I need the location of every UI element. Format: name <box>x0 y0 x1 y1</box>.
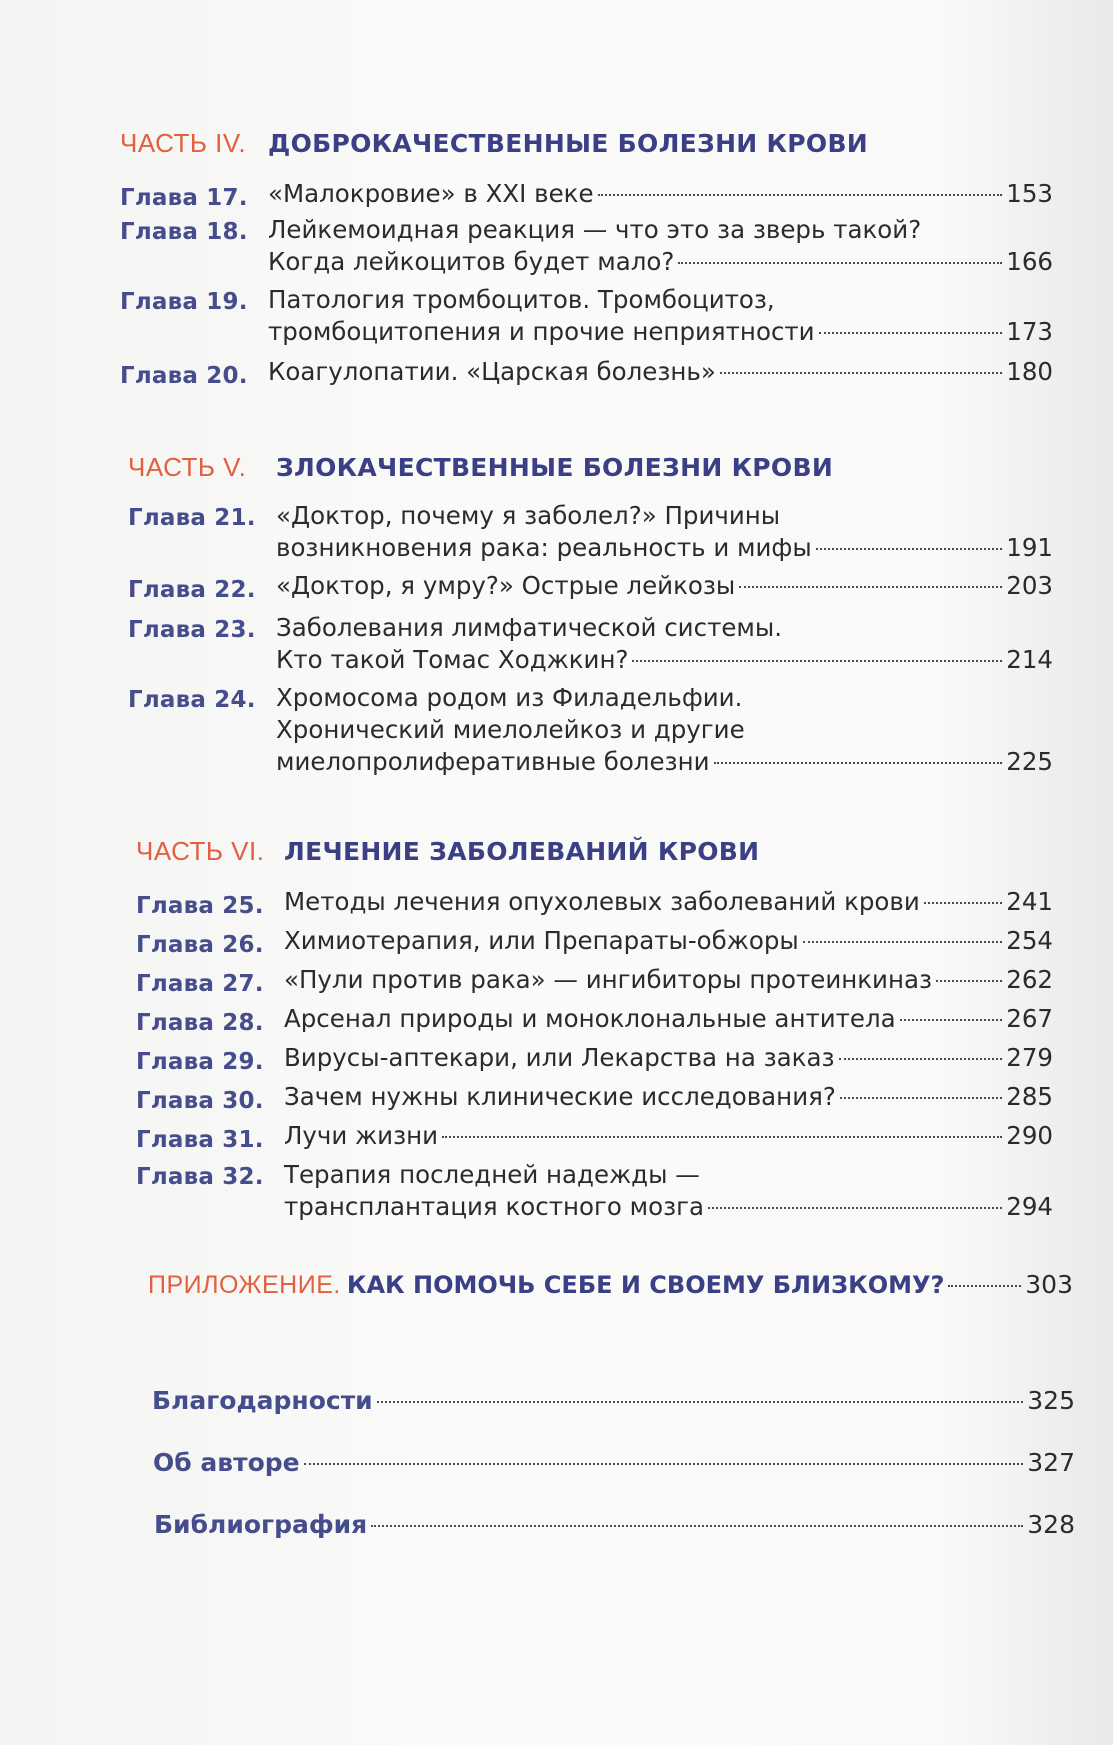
dot-leader <box>678 262 1002 264</box>
chapter-title <box>268 356 1053 388</box>
page-number: 325 <box>1027 1386 1075 1415</box>
dot-leader <box>924 902 1002 904</box>
page-number: 241 <box>1006 887 1053 916</box>
page-number: 214 <box>1006 645 1053 674</box>
chapter-label: Глава 17. <box>120 185 248 211</box>
dot-leader <box>442 1136 1002 1138</box>
chapter-label: Глава 22. <box>128 577 256 603</box>
chapter-title <box>284 1081 1053 1113</box>
chapter-title <box>284 925 1053 957</box>
back-matter-entry[interactable] <box>154 1510 1075 1539</box>
page-number: 166 <box>1006 247 1053 276</box>
chapter-title <box>276 612 1053 676</box>
title-text: Химиотерапия, или Препараты-обжоры <box>284 926 799 955</box>
title-text: Лейкемоидная реакция — что это за зверь такой? <box>268 215 922 244</box>
toc-entry[interactable] <box>128 612 1053 676</box>
page-number: 290 <box>1006 1121 1053 1150</box>
title-text: «Доктор, я умру?» Острые лейкозы <box>276 571 736 600</box>
dot-leader <box>720 372 1002 374</box>
chapter-title <box>276 682 1053 778</box>
chapter-label: Глава 28. <box>136 1010 264 1036</box>
part-title: ЗЛОКАЧЕСТВЕННЫЕ БОЛЕЗНИ КРОВИ <box>276 453 834 482</box>
dot-leader <box>900 1019 1003 1021</box>
dot-leader <box>839 1058 1003 1060</box>
dot-leader <box>739 586 1002 588</box>
title-text: Терапия последней надежды — <box>284 1160 700 1189</box>
page-number: 262 <box>1006 965 1053 994</box>
part-title: ДОБРОКАЧЕСТВЕННЫЕ БОЛЕЗНИ КРОВИ <box>268 129 869 158</box>
page-number: 180 <box>1006 357 1053 386</box>
toc-entry[interactable] <box>120 284 1053 348</box>
chapter-label: Глава 19. <box>120 289 248 315</box>
chapter-title-line <box>284 964 1053 996</box>
toc-entry[interactable] <box>128 682 1053 778</box>
chapter-title-line <box>284 1081 1053 1113</box>
page-number: 303 <box>1025 1270 1073 1299</box>
part-heading <box>120 128 1053 159</box>
chapter-title <box>284 1042 1053 1074</box>
page-number: 328 <box>1027 1510 1075 1539</box>
chapter-title-line <box>284 886 1053 918</box>
page-number: 173 <box>1006 317 1053 346</box>
part-label: ЧАСТЬ V. <box>128 452 247 482</box>
dot-leader <box>803 941 1003 943</box>
title-text: Хромосома родом из Филадельфии. <box>276 683 743 712</box>
part-heading <box>136 836 1053 867</box>
title-text: Хронический миелолейкоз и другие <box>276 715 745 744</box>
chapter-label: Глава 20. <box>120 363 248 389</box>
title-text: Зачем нужны клинические исследования? <box>284 1082 836 1111</box>
chapter-title-line <box>268 246 1053 278</box>
appendix-label: ПРИЛОЖЕНИЕ. <box>148 1271 341 1299</box>
chapter-title-line <box>276 612 1053 644</box>
toc-entry[interactable] <box>136 925 1053 957</box>
chapter-title <box>284 1120 1053 1152</box>
toc-entry[interactable] <box>136 1042 1053 1074</box>
title-text: Вирусы-аптекари, или Лекарства на заказ <box>284 1043 835 1072</box>
title-text: Кто такой Томас Ходжкин? <box>276 645 629 674</box>
dot-leader <box>714 762 1003 764</box>
chapter-title-line <box>284 1003 1053 1035</box>
part-label: ЧАСТЬ IV. <box>120 128 247 158</box>
dot-leader <box>936 980 1002 982</box>
chapter-title-line <box>276 746 1053 778</box>
dot-leader <box>708 1207 1002 1209</box>
chapter-title-line <box>276 682 1053 714</box>
chapter-label: Глава 24. <box>128 687 256 713</box>
title-text: «Доктор, почему я заболел?» Причины <box>276 501 781 530</box>
chapter-title-line <box>284 1159 1053 1191</box>
page-number: 285 <box>1006 1082 1053 1111</box>
chapter-title-line <box>284 925 1053 957</box>
dot-leader <box>840 1097 1002 1099</box>
page-number: 203 <box>1006 571 1053 600</box>
chapter-title-line <box>284 1191 1053 1223</box>
title-text: Заболевания лимфатической системы. <box>276 613 783 642</box>
page-number: 267 <box>1006 1004 1053 1033</box>
toc-entry[interactable] <box>136 1081 1053 1113</box>
chapter-title-line <box>268 284 1053 316</box>
part-title: ЛЕЧЕНИЕ ЗАБОЛЕВАНИЙ КРОВИ <box>284 837 760 866</box>
title-text: Патология тромбоцитов. Тромбоцитоз, <box>268 285 775 314</box>
back-matter-title: Библиография <box>154 1510 368 1539</box>
chapter-title-line <box>284 1042 1053 1074</box>
page-number: 327 <box>1027 1448 1075 1477</box>
dot-leader <box>948 1285 1021 1287</box>
page-number: 294 <box>1006 1192 1053 1221</box>
title-text: «Пули против рака» — ингибиторы протеинкиназ <box>284 965 933 994</box>
toc-entry[interactable] <box>128 570 1053 602</box>
toc-entry[interactable] <box>120 178 1053 210</box>
title-text: Коагулопатии. «Царская болезнь» <box>268 357 716 386</box>
title-text: трансплантация костного мозга <box>284 1192 705 1221</box>
appendix-title: КАК ПОМОЧЬ СЕБЕ И СВОЕМУ БЛИЗКОМУ? <box>346 1271 945 1299</box>
dot-leader <box>598 194 1003 196</box>
chapter-label: Глава 30. <box>136 1088 264 1114</box>
chapter-title <box>284 886 1053 918</box>
chapter-title-line <box>276 500 1053 532</box>
back-matter-entry[interactable] <box>152 1386 1075 1415</box>
toc-entry[interactable] <box>136 964 1053 996</box>
title-text: Методы лечения опухолевых заболеваний крови <box>284 887 920 916</box>
page-number: 191 <box>1006 533 1053 562</box>
dot-leader <box>819 332 1003 334</box>
chapter-label: Глава 26. <box>136 932 264 958</box>
chapter-label: Глава 32. <box>136 1164 264 1190</box>
chapter-label: Глава 23. <box>128 617 256 643</box>
chapter-title <box>268 214 1053 278</box>
chapter-title <box>284 1159 1053 1223</box>
back-matter-entry[interactable] <box>153 1448 1075 1477</box>
title-text: тромбоцитопения и прочие неприятности <box>268 317 815 346</box>
back-matter-title: Об авторе <box>153 1448 300 1477</box>
appendix-entry[interactable] <box>148 1270 1073 1300</box>
title-text: миелопролиферативные болезни <box>276 747 710 776</box>
page-number: 279 <box>1006 1043 1053 1072</box>
page-number: 153 <box>1006 179 1053 208</box>
title-text: «Малокровие» в XXI веке <box>268 179 594 208</box>
toc-entry[interactable] <box>136 886 1053 918</box>
chapter-title-line <box>268 356 1053 388</box>
chapter-title-line <box>268 214 1053 246</box>
chapter-title-line <box>268 316 1053 348</box>
chapter-title-line <box>276 570 1053 602</box>
title-text: Арсенал природы и моноклональные антитела <box>284 1004 896 1033</box>
dot-leader <box>632 660 1002 662</box>
chapter-label: Глава 29. <box>136 1049 264 1075</box>
toc-entry[interactable] <box>128 500 1053 564</box>
page-number: 225 <box>1006 747 1053 776</box>
chapter-label: Глава 18. <box>120 219 248 245</box>
dot-leader <box>371 1525 1023 1527</box>
chapter-title-line <box>268 178 1053 210</box>
chapter-label: Глава 27. <box>136 971 264 997</box>
toc-entry[interactable] <box>136 1159 1053 1223</box>
dot-leader <box>816 548 1003 550</box>
chapter-label: Глава 31. <box>136 1127 264 1153</box>
part-label: ЧАСТЬ VI. <box>136 836 265 866</box>
back-matter-title: Благодарности <box>152 1386 373 1415</box>
page-number: 254 <box>1006 926 1053 955</box>
toc-entry[interactable] <box>136 1003 1053 1035</box>
toc-entry[interactable] <box>120 356 1053 388</box>
toc-entry[interactable] <box>120 214 1053 278</box>
chapter-title <box>268 178 1053 210</box>
dot-leader <box>377 1401 1024 1403</box>
chapter-title <box>268 284 1053 348</box>
title-text: возникновения рака: реальность и мифы <box>276 533 812 562</box>
chapter-title-line <box>276 644 1053 676</box>
chapter-label: Глава 21. <box>128 505 256 531</box>
title-text: Лучи жизни <box>284 1121 439 1150</box>
chapter-title <box>276 500 1053 564</box>
toc-entry[interactable] <box>136 1120 1053 1152</box>
title-text: Когда лейкоцитов будет мало? <box>268 247 675 276</box>
chapter-title-line <box>276 532 1053 564</box>
chapter-label: Глава 25. <box>136 893 264 919</box>
chapter-title-line <box>284 1120 1053 1152</box>
chapter-title-line <box>276 714 1053 746</box>
dot-leader <box>304 1463 1024 1465</box>
part-heading <box>128 452 1053 483</box>
chapter-title <box>284 964 1053 996</box>
chapter-title <box>276 570 1053 602</box>
chapter-title <box>284 1003 1053 1035</box>
